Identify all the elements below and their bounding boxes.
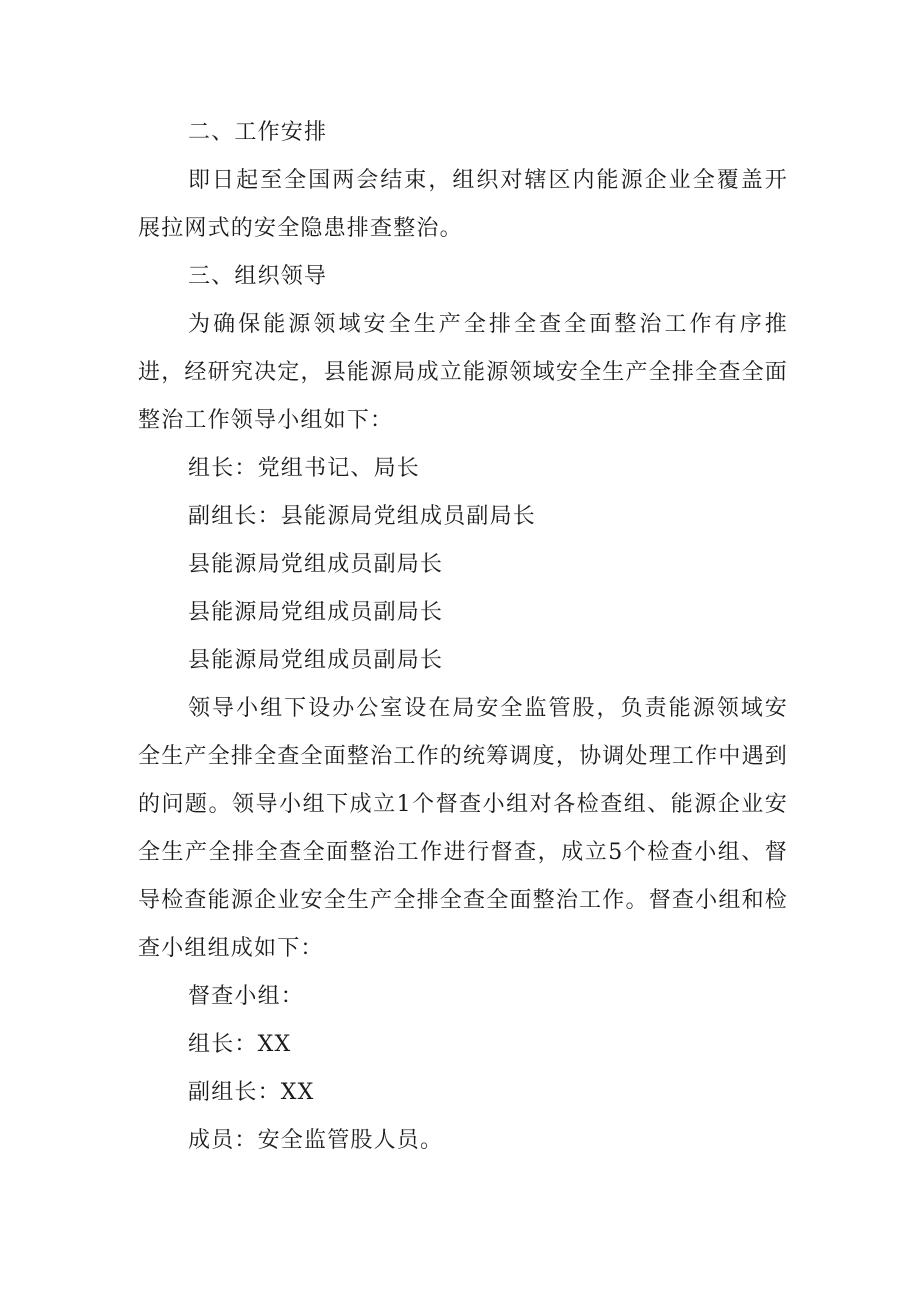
supervision-group-leader: 组长：XX — [188, 1032, 292, 1057]
office-and-groups-paragraph: 领导小组下设办公室设在局安全监管股，负责能源领域安全生产全排全查全面整治工作的统筹调度，协调处理工作中遇到的问题。领导小组下成立1个督查小组对各检查组、能源企业安全生产全排全查全面整治工作进行督查，成立5个检查小组、督导检查能源企业安全生产全排全查全面整治工作。督查小组和检查小组组成如下： — [138, 696, 788, 961]
supervision-group-deputy-leader: 副组长：XX — [188, 1080, 315, 1105]
section-heading-organization-leadership: 三、组织领导 — [188, 264, 328, 289]
group-leader-line: 组长：党组书记、局长 — [188, 456, 421, 481]
supervision-group-title: 督查小组： — [188, 984, 305, 1009]
document-body — [138, 109, 788, 1165]
section-heading-work-arrangement: 二、工作安排 — [188, 120, 328, 145]
deputy-leader-line: 副组长：县能源局党组成员副局长 — [188, 504, 537, 529]
work-arrangement-paragraph: 即日起至全国两会结束，组织对辖区内能源企业全覆盖开展拉网式的安全隐患排查整治。 — [138, 168, 788, 241]
deputy-leader-line: 县能源局党组成员副局长 — [188, 552, 444, 577]
deputy-leader-line: 县能源局党组成员副局长 — [188, 600, 444, 625]
deputy-leader-line: 县能源局党组成员副局长 — [188, 648, 444, 673]
supervision-group-members: 成员：安全监管股人员。 — [188, 1128, 444, 1153]
leadership-group-paragraph: 为确保能源领域安全生产全排全查全面整治工作有序推进，经研究决定，县能源局成立能源领域安全生产全排全查全面整治工作领导小组如下： — [138, 312, 788, 433]
